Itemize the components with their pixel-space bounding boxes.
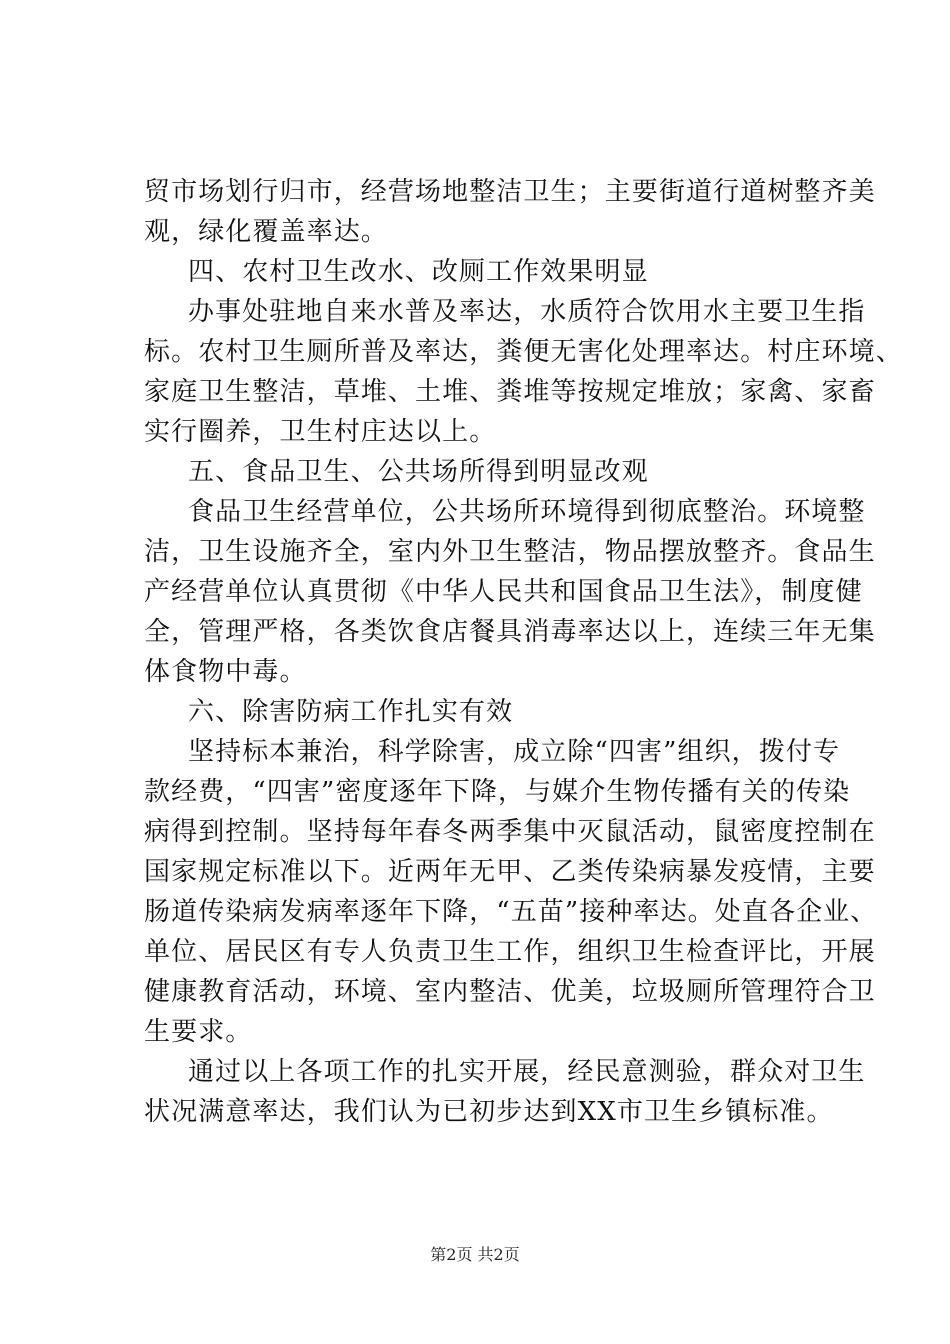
text-line-18: 国家规定标准以下。近两年无甲、乙类传染病暴发疫情，主要 [144,857,876,887]
text-line-21: 健康教育活动，环境、室内整洁、优美，垃圾厕所管理符合卫 [144,977,876,1007]
document-body [144,172,903,1132]
text-line-04: 办事处驻地自来水普及率达，水质符合饮用水主要卫生指 [188,297,866,327]
text-line-17: 病得到控制。坚持每年春冬两季集中灭鼠活动，鼠密度控制在 [144,817,876,847]
text-line-15: 坚持标本兼治，科学除害，成立除“四害”组织，拨付专 [188,737,841,767]
text-line-10: 洁，卫生设施齐全，室内外卫生整洁，物品摆放整齐。食品生 [144,537,876,567]
text-line-19: 肠道传染病发病率逐年下降，“五苗”接种率达。处直各企业、 [144,897,878,927]
page-number-footer: 第2页 共2页 [430,1245,520,1264]
text-line-05: 标。农村卫生厕所普及率达，粪便无害化处理率达。村庄环境、 [144,337,903,367]
text-line-01: 贸市场划行归市，经营场地整洁卫生；主要街道行道树整齐美 [144,177,876,207]
text-line-02: 观，绿化覆盖率达。 [144,217,388,247]
section-heading-6: 六、除害防病工作扎实有效 [188,697,514,727]
text-line-24: 状况满意率达，我们认为已初步达到XX市卫生乡镇标准。 [144,1097,834,1127]
text-line-09: 食品卫生经营单位，公共场所环境得到彻底整治。环境整 [188,497,866,527]
text-line-20: 单位、居民区有专人负责卫生工作，组织卫生检查评比，开展 [144,937,876,967]
text-line-16: 款经费，“四害”密度逐年下降，与媒介生物传播有关的传染 [144,777,851,807]
section-heading-5: 五、食品卫生、公共场所得到明显改观 [188,457,649,487]
text-line-07: 实行圈养，卫生村庄达以上。 [144,417,497,447]
text-line-06: 家庭卫生整洁，草堆、土堆、粪堆等按规定堆放；家禽、家畜 [144,377,876,407]
section-heading-4: 四、农村卫生改水、改厕工作效果明显 [188,257,649,287]
text-line-22: 生要求。 [144,1017,253,1047]
text-line-13: 体食物中毒。 [144,657,307,687]
text-line-23: 通过以上各项工作的扎实开展，经民意测验，群众对卫生 [188,1057,866,1087]
text-line-12: 全，管理严格，各类饮食店餐具消毒率达以上，连续三年无集 [144,617,876,647]
text-line-11: 产经营单位认真贯彻《中华人民共和国食品卫生法》，制度健 [144,577,863,607]
